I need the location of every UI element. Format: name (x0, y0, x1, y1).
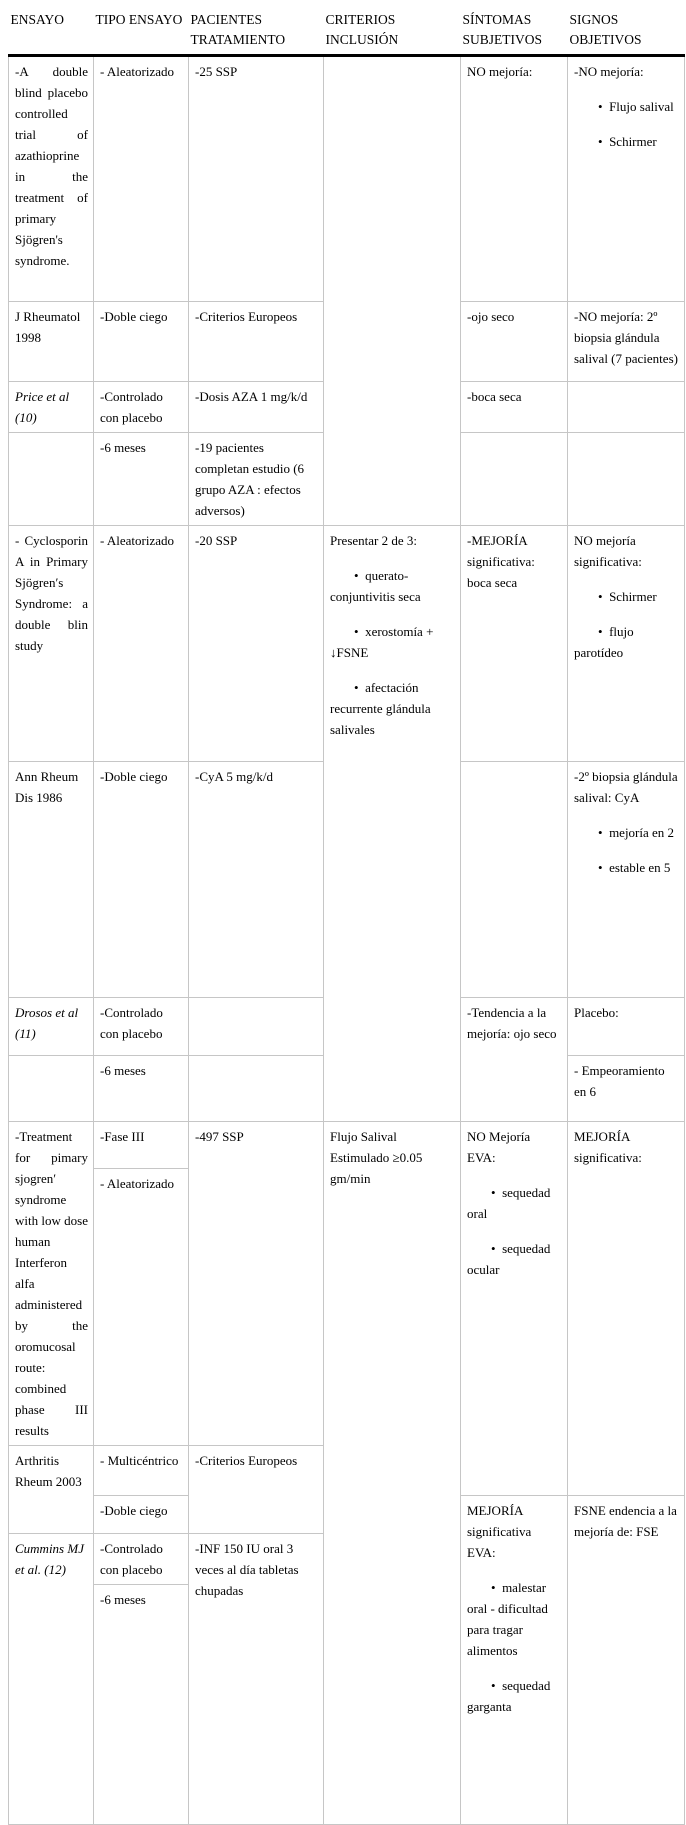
cell-b-tipo-doble-ciego: -Doble ciego (94, 762, 189, 998)
cell-c-pacientes-inf: -INF 150 IU oral 3 veces al día tabletas chupadas (189, 1534, 324, 1825)
cell-b-sintomas-tendencia: -Tendencia a la mejoría: ojo seco (461, 998, 568, 1122)
cell-c-signos-fsne: FSNE endencia a la mejoría de: FSE (568, 1496, 685, 1825)
cell-b-signos-empeoramiento: - Empeoramiento en 6 (568, 1056, 685, 1122)
bullet-item: • malestar oral - dificultad para tragar alimentos (467, 1577, 562, 1661)
header-pacientes-tratamiento: PACIENTES TRATAMIENTO (189, 8, 324, 56)
cell-c-title: -Treatment for pimary sjogren′ syndrome with low dose human Interferon alfa administered by the oromucosal route: combined phase III results (9, 1122, 94, 1446)
cell-text: -2º biopsia glándula salival: CyA (574, 769, 678, 805)
bullet-item: • xerostomía + ↓FSNE (330, 621, 455, 663)
cell-b-tipo-6-meses: -6 meses (94, 1056, 189, 1122)
cell-b-sintomas-empty (461, 762, 568, 998)
cell-a-title: -A double blind placebo controlled trial of azathioprine in the treatment of primary Sjögren's syndrome. (9, 56, 94, 302)
cell-b-pacientes-20ssp: -20 SSP (189, 526, 324, 762)
cell-c-tipo-fase-iii: -Fase III (94, 1122, 189, 1169)
bullet-item: • sequedad oral (467, 1182, 562, 1224)
bullet-item: • querato-conjuntivitis seca (330, 565, 455, 607)
cell-c-pacientes-criterios-europeos: -Criterios Europeos (189, 1446, 324, 1534)
cell-b-sintomas-mejoria: -MEJORÍA significativa: boca seca (461, 526, 568, 762)
cell-c-tipo-aleatorizado: - Aleatorizado (94, 1168, 189, 1445)
cell-a-signos-no-mejoria (568, 56, 685, 302)
header-criterios-inclusion: CRITERIOS INCLUSIÓN (324, 8, 461, 56)
cell-c-sintomas-no-mejoria (461, 1122, 568, 1496)
cell-b-signos-no-mejoria (568, 526, 685, 762)
cell-b-pacientes-cya: -CyA 5 mg/k/d (189, 762, 324, 998)
cell-b-pacientes-empty (189, 998, 324, 1056)
cell-a-sintomas-no-mejoria: NO mejoría: (461, 56, 568, 302)
cell-text: -NO mejoría: (574, 64, 644, 79)
cell-a-pacientes-completan: -19 pacientes completan estudio (6 grupo AZA : efectos adversos) (189, 433, 324, 526)
cell-a-pacientes-dosis: -Dosis AZA 1 mg/k/d (189, 382, 324, 433)
cell-a-sintomas-empty (461, 433, 568, 526)
table-row (9, 56, 685, 302)
cell-a-signos-empty-2 (568, 433, 685, 526)
cell-a-tipo-doble-ciego: -Doble ciego (94, 302, 189, 382)
cell-a-tipo-aleatorizado: - Aleatorizado (94, 56, 189, 302)
table-row (9, 526, 685, 762)
cell-a-sintomas-ojo-seco: -ojo seco (461, 302, 568, 382)
cell-c-tipo-doble-ciego: -Doble ciego (94, 1496, 189, 1534)
table-row (9, 1122, 685, 1169)
bullet-item: • Schirmer (574, 586, 679, 607)
cell-c-criterios-flujo: Flujo Salival Estimulado ≥0.05 gm/min (324, 1122, 461, 1825)
cell-text: MEJORÍA significativa EVA: (467, 1503, 532, 1560)
cell-b-tipo-controlado: -Controlado con placebo (94, 998, 189, 1056)
bullet-item: • mejoría en 2 (574, 822, 679, 843)
cell-b-authors: Drosos et al (11) (9, 998, 94, 1056)
cell-b-pacientes-empty-2 (189, 1056, 324, 1122)
cell-c-tipo-controlado: -Controlado con placebo (94, 1534, 189, 1585)
cell-b-journal: Ann Rheum Dis 1986 (9, 762, 94, 998)
cell-a-pacientes-25ssp: -25 SSP (189, 56, 324, 302)
bullet-item: • flujo parotídeo (574, 621, 679, 663)
bullet-item: • estable en 5 (574, 857, 679, 878)
clinical-trials-table (8, 8, 685, 1825)
bullet-item: • Flujo salival (574, 96, 679, 117)
header-signos-objetivos: SIGNOS OBJETIVOS (568, 8, 685, 56)
cell-c-tipo-6-meses: -6 meses (94, 1585, 189, 1825)
cell-a-criterios-empty (324, 56, 461, 526)
cell-b-tipo-aleatorizado: - Aleatorizado (94, 526, 189, 762)
cell-c-signos-mejoria: MEJORÍA significativa: (568, 1122, 685, 1496)
cell-text: Presentar 2 de 3: (330, 533, 418, 548)
cell-a-ensayo-empty (9, 433, 94, 526)
bullet-item: • Schirmer (574, 131, 679, 152)
cell-b-signos-placebo: Placebo: (568, 998, 685, 1056)
cell-b-criterios (324, 526, 461, 1122)
bullet-item: • afectación recurrente glándula salivales (330, 677, 455, 740)
cell-c-tipo-multicentrico: - Multicéntrico (94, 1446, 189, 1496)
cell-b-signos-biopsia (568, 762, 685, 998)
cell-c-pacientes-497ssp: -497 SSP (189, 1122, 324, 1446)
bullet-item: • sequedad garganta (467, 1675, 562, 1717)
cell-a-tipo-6-meses: -6 meses (94, 433, 189, 526)
cell-text: NO Mejoría EVA: (467, 1129, 531, 1165)
cell-c-authors: Cummins MJ et al. (12) (9, 1534, 94, 1825)
cell-a-journal: J Rheumatol 1998 (9, 302, 94, 382)
header-ensayo: ENSAYO (9, 8, 94, 56)
cell-a-signos-empty (568, 382, 685, 433)
header-sintomas-subjetivos: SÍNTOMAS SUBJETIVOS (461, 8, 568, 56)
cell-text: NO mejoría significativa: (574, 533, 642, 569)
cell-c-journal: Arthritis Rheum 2003 (9, 1446, 94, 1534)
header-tipo-ensayo: TIPO ENSAYO (94, 8, 189, 56)
cell-a-signos-biopsia: -NO mejoría: 2º biopsia glándula salival (7 pacientes) (568, 302, 685, 382)
cell-c-sintomas-mejoria-eva (461, 1496, 568, 1825)
cell-a-sintomas-boca-seca: -boca seca (461, 382, 568, 433)
bullet-item: • sequedad ocular (467, 1238, 562, 1280)
cell-a-pacientes-criterios-europeos: -Criterios Europeos (189, 302, 324, 382)
cell-a-tipo-controlado: -Controlado con placebo (94, 382, 189, 433)
cell-b-title: - Cyclosporin A in Primary Sjögren′s Syndrome: a double blin study (9, 526, 94, 762)
cell-b-ensayo-empty (9, 1056, 94, 1122)
header-row (9, 8, 685, 56)
cell-a-authors: Price et al (10) (9, 382, 94, 433)
